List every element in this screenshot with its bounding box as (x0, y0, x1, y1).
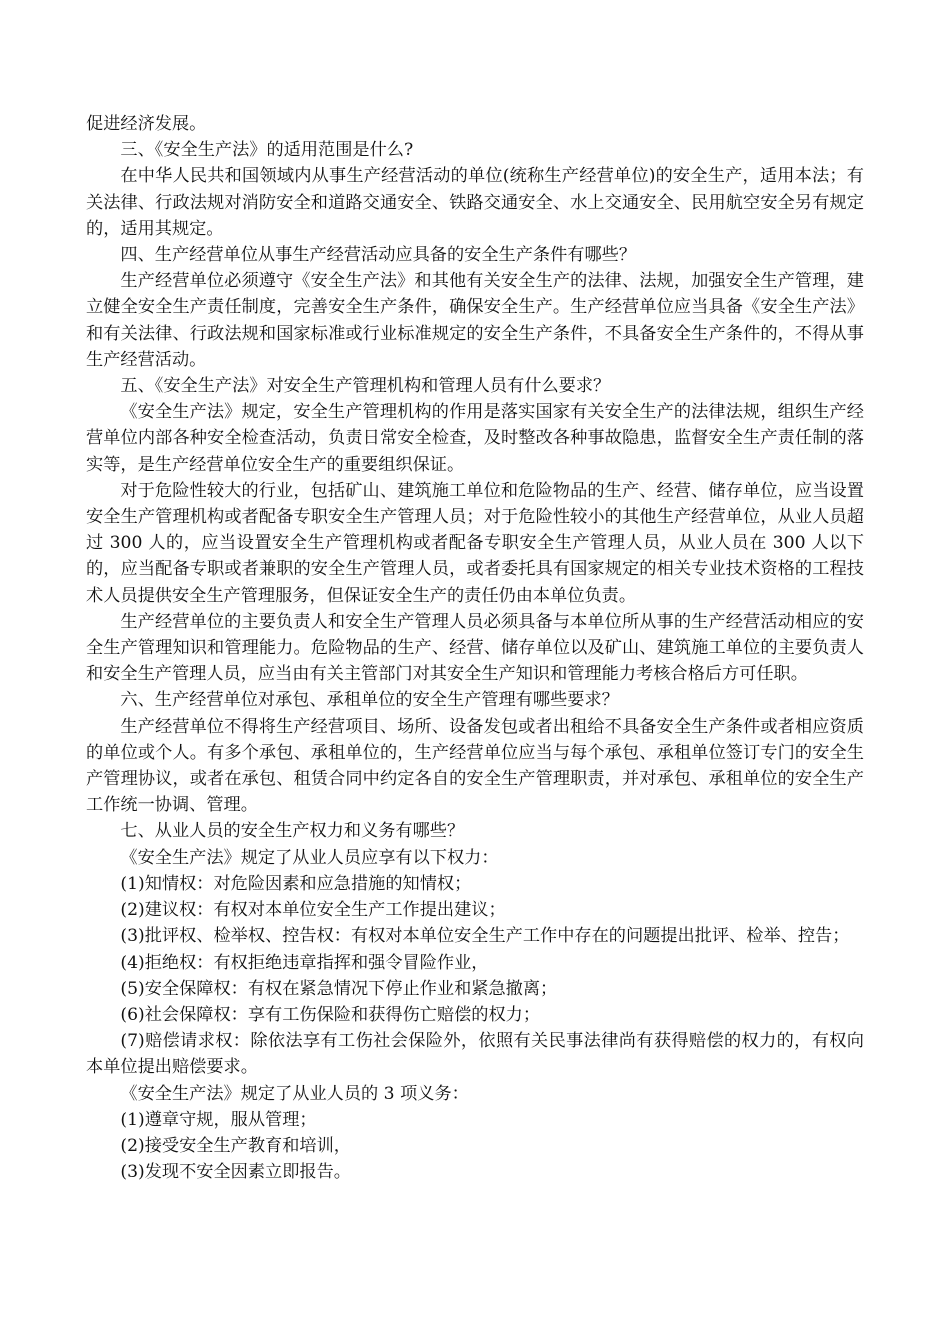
paragraph: 对于危险性较大的行业，包括矿山、建筑施工单位和危险物品的生产、经营、储存单位，应当设置安全生产管理机构或者配备专职安全生产管理人员；对于危险性较小的其他生产经营单位，从业人员超过 300 人的，应当设置安全生产管理机构或者配备专职安全生产管理人员，从业人员在 300 人以下的，应当配备专职或者兼职的安全生产管理人员，或者委托具有国家规定的相关专业技术资格的工程技术人员提供安全生产管理服务，但保证安全生产的责任仍由本单位负责。 (86, 480, 864, 606)
paragraph: 生产经营单位的主要负责人和安全生产管理人员必须具备与本单位所从事的生产经营活动相应的安全生产管理知识和管理能力。危险物品的生产、经营、储存单位以及矿山、建筑施工单位的主要负责人和安全生产管理人员，应当由有关主管部门对其安全生产知识和管理能力考核合格后方可任职。 (86, 611, 864, 685)
paragraph: 《安全生产法》规定了从业人员的 3 项义务： (120, 1083, 469, 1104)
heading-section-4: 四、生产经营单位从事生产经营活动应具备的安全生产条件有哪些？ (120, 245, 637, 266)
heading-section-6: 六、生产经营单位对承包、承租单位的安全生产管理有哪些要求？ (120, 690, 619, 711)
list-item-duty: (2)接受安全生产教育和培训， (120, 1135, 351, 1156)
paragraph: 在中华人民共和国领域内从事生产经营活动的单位(统称生产经营单位)的安全生产，适用本法；有关法律、行政法规对消防安全和道路交通安全、铁路交通安全、水上交通安全、民用航空安全另有规定的，适用其规定。 (86, 166, 864, 239)
paragraph: 《安全生产法》规定，安全生产管理机构的作用是落实国家有关安全生产的法律法规，组织生产经营单位内部各种安全检查活动，负责日常安全检查，及时整改各种事故隐患，监督安全生产责任制的落实等，是生产经营单位安全生产的重要组织保证。 (86, 402, 864, 475)
list-item-duty: (3)发现不安全因素立即报告。 (120, 1162, 351, 1183)
list-item-right: (4)拒绝权：有权拒绝违章指挥和强令冒险作业， (120, 952, 489, 973)
list-item-right: (7)赔偿请求权：除依法享有工伤社会保险外，依照有关民事法律尚有获得赔偿的权力的，有权向本单位提出赔偿要求。 (86, 1031, 864, 1078)
paragraph: 《安全生产法》规定了从业人员应享有以下权力： (120, 847, 499, 868)
paragraph: 生产经营单位不得将生产经营项目、场所、设备发包或者出租给不具备安全生产条件或者相应资质的单位或个人。有多个承包、承租单位的，生产经营单位应当与每个承包、承租单位签订专门的安全生产管理协议，或者在承包、租赁合同中约定各自的安全生产管理职责，并对承包、承租单位的安全生产工作统一协调、管理。 (86, 716, 864, 816)
heading-section-5: 五、《安全生产法》对安全生产管理机构和管理人员有什么要求？ (120, 376, 611, 397)
document-body (86, 111, 864, 1185)
heading-section-3: 三、《安全生产法》的适用范围是什么? (120, 140, 414, 161)
list-item-right: (2)建议权：有权对本单位安全生产工作提出建议； (120, 900, 506, 921)
list-item-right: (3)批评权、检举权、控告权：有权对本单位安全生产工作中存在的问题提出批评、检举、控告； (120, 926, 850, 947)
list-item-right: (6)社会保障权：享有工伤保险和获得伤亡赔偿的权力； (120, 1004, 541, 1025)
list-item-duty: (1)遵章守规，服从管理； (120, 1109, 317, 1130)
paragraph: 生产经营单位必须遵守《安全生产法》和其他有关安全生产的法律、法规，加强安全生产管理，建立健全安全生产责任制度，完善安全生产条件，确保安全生产。生产经营单位应当具备《安全生产法》和有关法律、行政法规和国家标准或行业标准规定的安全生产条件，不具备安全生产条件的，不得从事生产经营活动。 (86, 271, 864, 370)
paragraph-continuation: 促进经济发展。 (86, 114, 207, 134)
heading-section-7: 七、从业人员的安全生产权力和义务有哪些？ (120, 821, 465, 842)
list-item-right: (5)安全保障权：有权在紧急情况下停止作业和紧急撤离； (120, 978, 558, 999)
list-item-right: (1)知情权：对危险因素和应急措施的知情权； (120, 873, 472, 894)
